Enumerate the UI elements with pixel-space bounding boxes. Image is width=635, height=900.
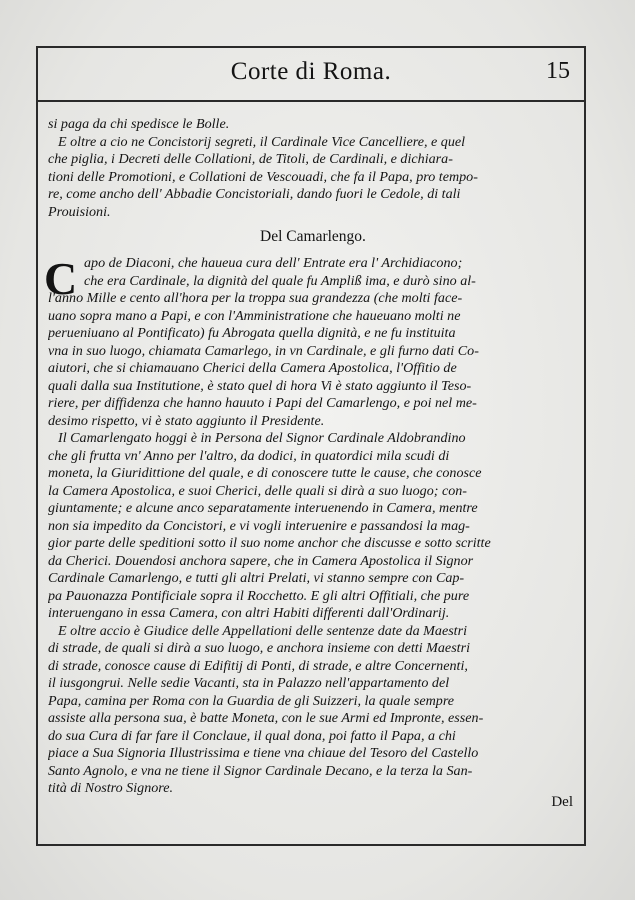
body-text [44,116,578,798]
text-line: di strade, de quali si dirà a suo luogo, e anchora insieme con detti Maestri [48,640,470,656]
text-line: Papa, camina per Roma con la Guardia de gli Suizzeri, la quale sempre [48,692,455,709]
text-line: il iusgongrui. Nelle sedie Vacanti, sta in Palazzo nell'appartamento del [48,675,450,691]
text-line: perueniuano al Pontificato) fu Abrogata quella dignità, e ne fu instituita [48,325,456,341]
text-line: di strade, conosce cause di Edifitij di Ponti, di strade, e altre Concernenti, [48,657,468,674]
text-line: apo de Diaconi, che haueua cura dell' Entrate era l' Archidiacono; [84,255,463,271]
text-line: assiste alla persona sua, è batte Moneta, con le sue Armi ed Impronte, essen- [48,710,484,726]
text-line: si paga da chi spedisce le Bolle. [48,116,230,132]
text-line: non sia impedito da Concistori, e vi vogli interuenire e passandosi la mag- [48,517,470,534]
running-title: Corte di Roma. [230,58,392,85]
text-line: riere, per diffidenza che hanno hauuto i Papi del Camarlengo, e poi nel me- [48,395,477,411]
text-line: che era Cardinale, la dignità del quale fu Ampliß ima, e durò sino al- [84,272,476,289]
text-line: pa Pauonazza Pontificiale sopra il Rocchetto. E gli altri Offitiali, che pure [48,587,470,604]
text-line: uano sopra mano a Papi, e con l'Amministratione che haueuano molti ne [48,307,461,324]
text-line: moneta, la Giuridittione del quale, e di conoscere tutte le cause, che conosce [48,465,482,481]
text-line: E oltre a cio ne Concistorij segreti, il Cardinale Vice Cancelliere, e quel [58,133,466,150]
text-line: che piglia, i Decreti delle Collationi, de Titoli, de Cardinali, e dichiara- [48,151,453,167]
paragraph-bolle [48,116,578,221]
text-line: tità di Nostro Signore. [48,780,174,796]
text-line: gior parte delle speditioni sotto il suo nome anchor che discusse e sotto scritte [48,535,491,551]
catchword: Del [551,794,573,810]
text-line: Prouisioni. [48,203,111,220]
running-header [36,46,586,102]
text-line: da Cherici. Douendosi anchora sapere, che in Camera Apostolica il Signor [48,552,474,569]
text-line: l'anno Mille e cento all'hora per la troppa sua grandezza (che molti face- [48,290,463,306]
text-line: E oltre accio è Giudice delle Appellationi delle sentenze date da Maestri [58,622,468,639]
text-line: desimo rispetto, vi è stato aggiunto il Presidente. [48,412,325,429]
text-line: tioni delle Promotioni, e Collationi de Vescouadi, che fa il Papa, pro tempo- [48,168,478,185]
paragraph-camarlengo [44,253,578,798]
text-line: vna in suo luogo, chiamata Camarlego, in vn Cardinale, e gli furno dati Co- [48,342,479,359]
text-line: la Camera Apostolica, e suoi Cherici, delle quali si dirà a suo luogo; con- [48,482,467,499]
text-line: re, come ancho dell' Abbadie Concistoriali, dando fuori le Cedole, di tali [48,186,461,202]
text-line: aiutori, che si chiamauano Cherici della Camera Apostolica, l'Offitio de [48,360,457,376]
page-number: 15 [546,58,570,84]
text-line: Cardinale Camarlengo, e tutti gli altri Prelati, vi stanno sempre con Cap- [48,570,465,586]
text-line: che gli frutta vn' Anno per l'altro, da dodici, in quatordici mila scudi di [48,447,450,464]
text-line: interuengano in essa Camera, con altri Habiti differenti dall'Ordinarij. [48,605,450,621]
text-line: giuntamente; e alcune anco separatamente interuenendo in Camera, mentre [48,500,478,516]
section-heading: Del Camarlengo. [260,228,366,245]
text-line: piace a Sua Signoria Illustrissima e tiene vna chiaue del Tesoro del Castello [48,745,479,761]
text-line: do sua Cura di far fare il Conclaue, il qual dona, poi fatto il Papa, a chi [48,727,456,744]
drop-cap-letter: C [44,253,78,304]
text-line: Il Camarlengato hoggi è in Persona del Signor Cardinale Aldobrandino [58,430,466,446]
text-line: Santo Agnolo, e vna ne tiene il Signor Cardinale Decano, e la terza la San- [48,762,473,779]
text-line: quali dalla sua Institutione, è stato quel di hora Vi è stato aggiunto il Teso- [48,377,472,394]
